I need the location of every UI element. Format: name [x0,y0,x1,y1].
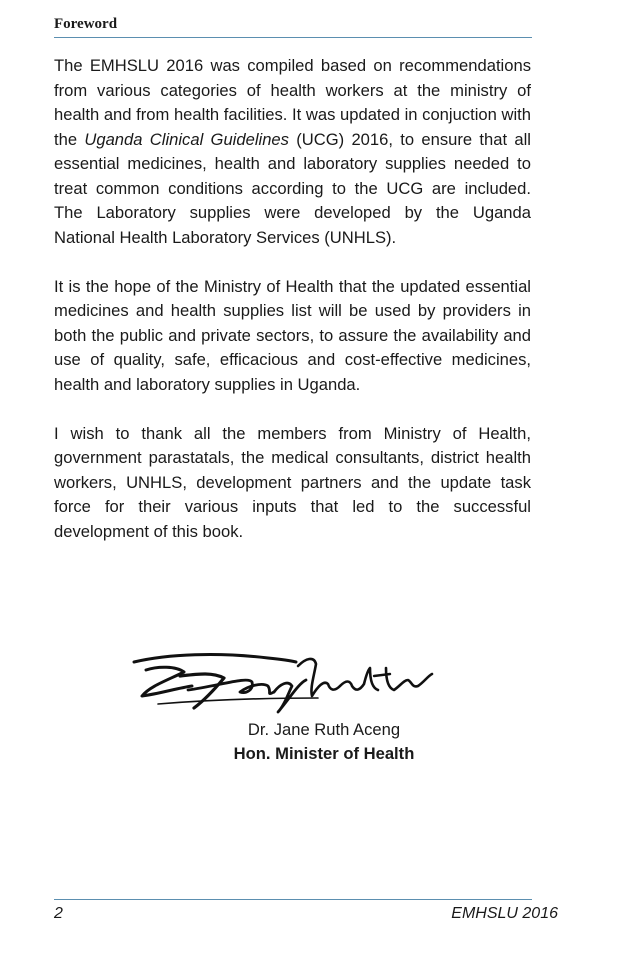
footer-book-title: EMHSLU 2016 [451,905,558,922]
signer-name: Dr. Jane Ruth Aceng [247,720,401,739]
handwritten-signature [128,646,438,716]
paragraph-1 [54,54,531,250]
paragraph-3: I wish to thank all the members from Ministry of Health, government parastatals, the medical consultants, district health workers, UNHLS, development partners and the update task force for their various inputs that led to the successful development of this book. [54,423,531,541]
page-number: 2 [54,905,63,922]
header-divider [54,37,532,38]
foreword-body [54,54,531,544]
paragraph-2: It is the hope of the Ministry of Health that the updated essential medicines and health supplies list will be used by providers in both the public and private sectors, to assure the availability and use of quality, safe, efficacious and cost-effective medicines, health and laboratory supplies in Uganda. [54,276,531,394]
paragraph-1-italic: Uganda Clinical Guidelines [84,129,289,149]
paragraph-1-text-a: The EMHSLU 2016 was compiled based on recommendations from various categories of health workers at the ministry of health and from health facilities. It was updated in conjuction with the [54,56,531,149]
footer-divider [54,899,532,900]
paragraph-1-text-b: (UCG) 2016, to ensure that all essential medicines, health and laboratory supplies needed to treat common conditions according to the UCG are included. The Laboratory supplies were developed by the Uganda National Health Laboratory Services (UNHLS). [54,129,531,247]
page-header-title: Foreword [54,16,118,32]
signer-title: Hon. Minister of Health [233,744,415,763]
